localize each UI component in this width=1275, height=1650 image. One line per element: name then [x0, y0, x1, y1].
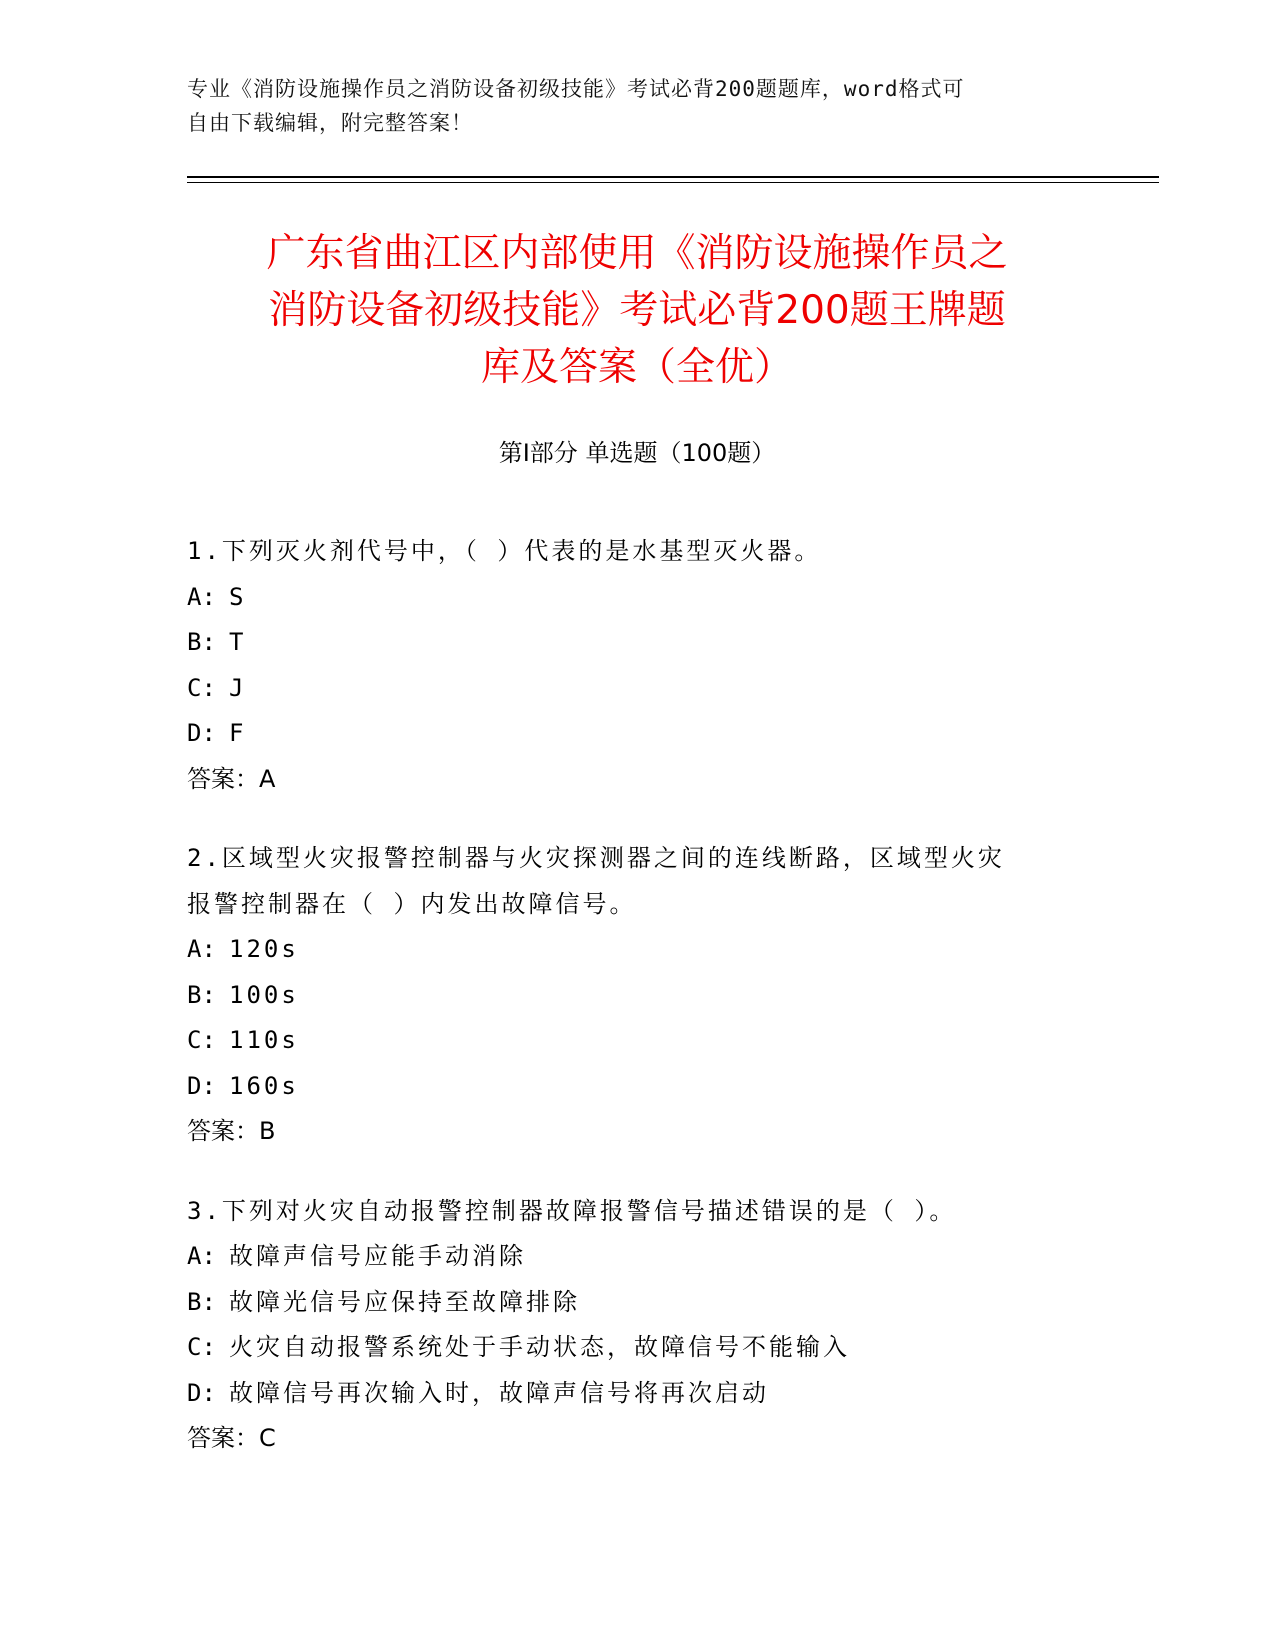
option-b: [187, 973, 1087, 1019]
option-d: [187, 711, 1087, 757]
option-b: [187, 620, 1087, 666]
question-2: [187, 836, 1087, 1155]
option-text: 160s: [229, 1071, 299, 1100]
document-title-line-2: 消防设备初级技能》考试必背200题王牌题: [268, 288, 1006, 333]
option-text: S: [229, 582, 247, 611]
option-label: C:: [187, 673, 216, 702]
question-3: [187, 1189, 1087, 1462]
option-text: 故障光信号应保持至故障排除: [229, 1287, 580, 1316]
document-title-line-3: 库及答案（全优）: [480, 345, 793, 390]
option-label: B:: [187, 1287, 216, 1316]
option-text: 火灾自动报警系统处于手动状态，故障信号不能输入: [229, 1333, 850, 1361]
answer: 答案：C: [187, 1424, 276, 1452]
option-text: 120s: [229, 935, 299, 963]
option-c: [187, 666, 1087, 712]
header-divider-thick: [187, 176, 1159, 178]
question-1: [187, 529, 1087, 802]
option-text: 100s: [229, 980, 299, 1009]
question-stem: 3.下列对火灾自动报警控制器故障报警信号描述错误的是（ ）。: [187, 1196, 957, 1225]
option-label: C:: [187, 1333, 216, 1361]
question-list: [187, 529, 1087, 1496]
header-note-line-2: 自由下载编辑，附完整答案！: [187, 111, 473, 135]
option-text: F: [229, 719, 247, 747]
option-text: 故障信号再次输入时，故障声信号将再次启动: [229, 1378, 769, 1407]
answer: 答案：B: [187, 1117, 276, 1145]
section-title: 第Ⅰ部分 单选题（100题）: [498, 439, 776, 467]
question-stem: 1.下列灭火剂代号中，（ ）代表的是水基型灭火器。: [187, 537, 822, 565]
question-stem: 2.区域型火灾报警控制器与火灾探测器之间的连线断路，区域型火灾: [187, 844, 1005, 872]
option-label: C:: [187, 1026, 216, 1054]
option-label: A:: [187, 935, 216, 963]
document-title: [187, 225, 1087, 396]
option-a: [187, 1234, 1087, 1280]
option-a: [187, 575, 1087, 621]
option-text: J: [229, 673, 247, 702]
question-stem-continued: 报警控制器在（ ）内发出故障信号。: [187, 889, 637, 918]
option-a: [187, 927, 1087, 973]
document-title-line-1: 广东省曲江区内部使用《消防设施操作员之: [266, 231, 1008, 276]
option-text: T: [229, 628, 247, 656]
option-label: D:: [187, 719, 216, 747]
option-d: [187, 1064, 1087, 1110]
header-note-line-1: 专业《消防设施操作员之消防设备初级技能》考试必背200题题库，word格式可: [187, 77, 965, 101]
option-d: [187, 1371, 1087, 1417]
option-label: A:: [187, 1242, 216, 1270]
answer: 答案：A: [187, 764, 276, 793]
option-c: [187, 1325, 1087, 1371]
option-label: A:: [187, 582, 216, 611]
option-label: D:: [187, 1071, 216, 1100]
option-text: 110s: [229, 1026, 299, 1054]
option-label: B:: [187, 628, 216, 656]
header-note: [187, 72, 1067, 140]
header-divider-thin: [187, 182, 1159, 183]
option-b: [187, 1280, 1087, 1326]
option-label: D:: [187, 1378, 216, 1407]
option-c: [187, 1018, 1087, 1064]
option-label: B:: [187, 980, 216, 1009]
option-text: 故障声信号应能手动消除: [229, 1242, 526, 1270]
